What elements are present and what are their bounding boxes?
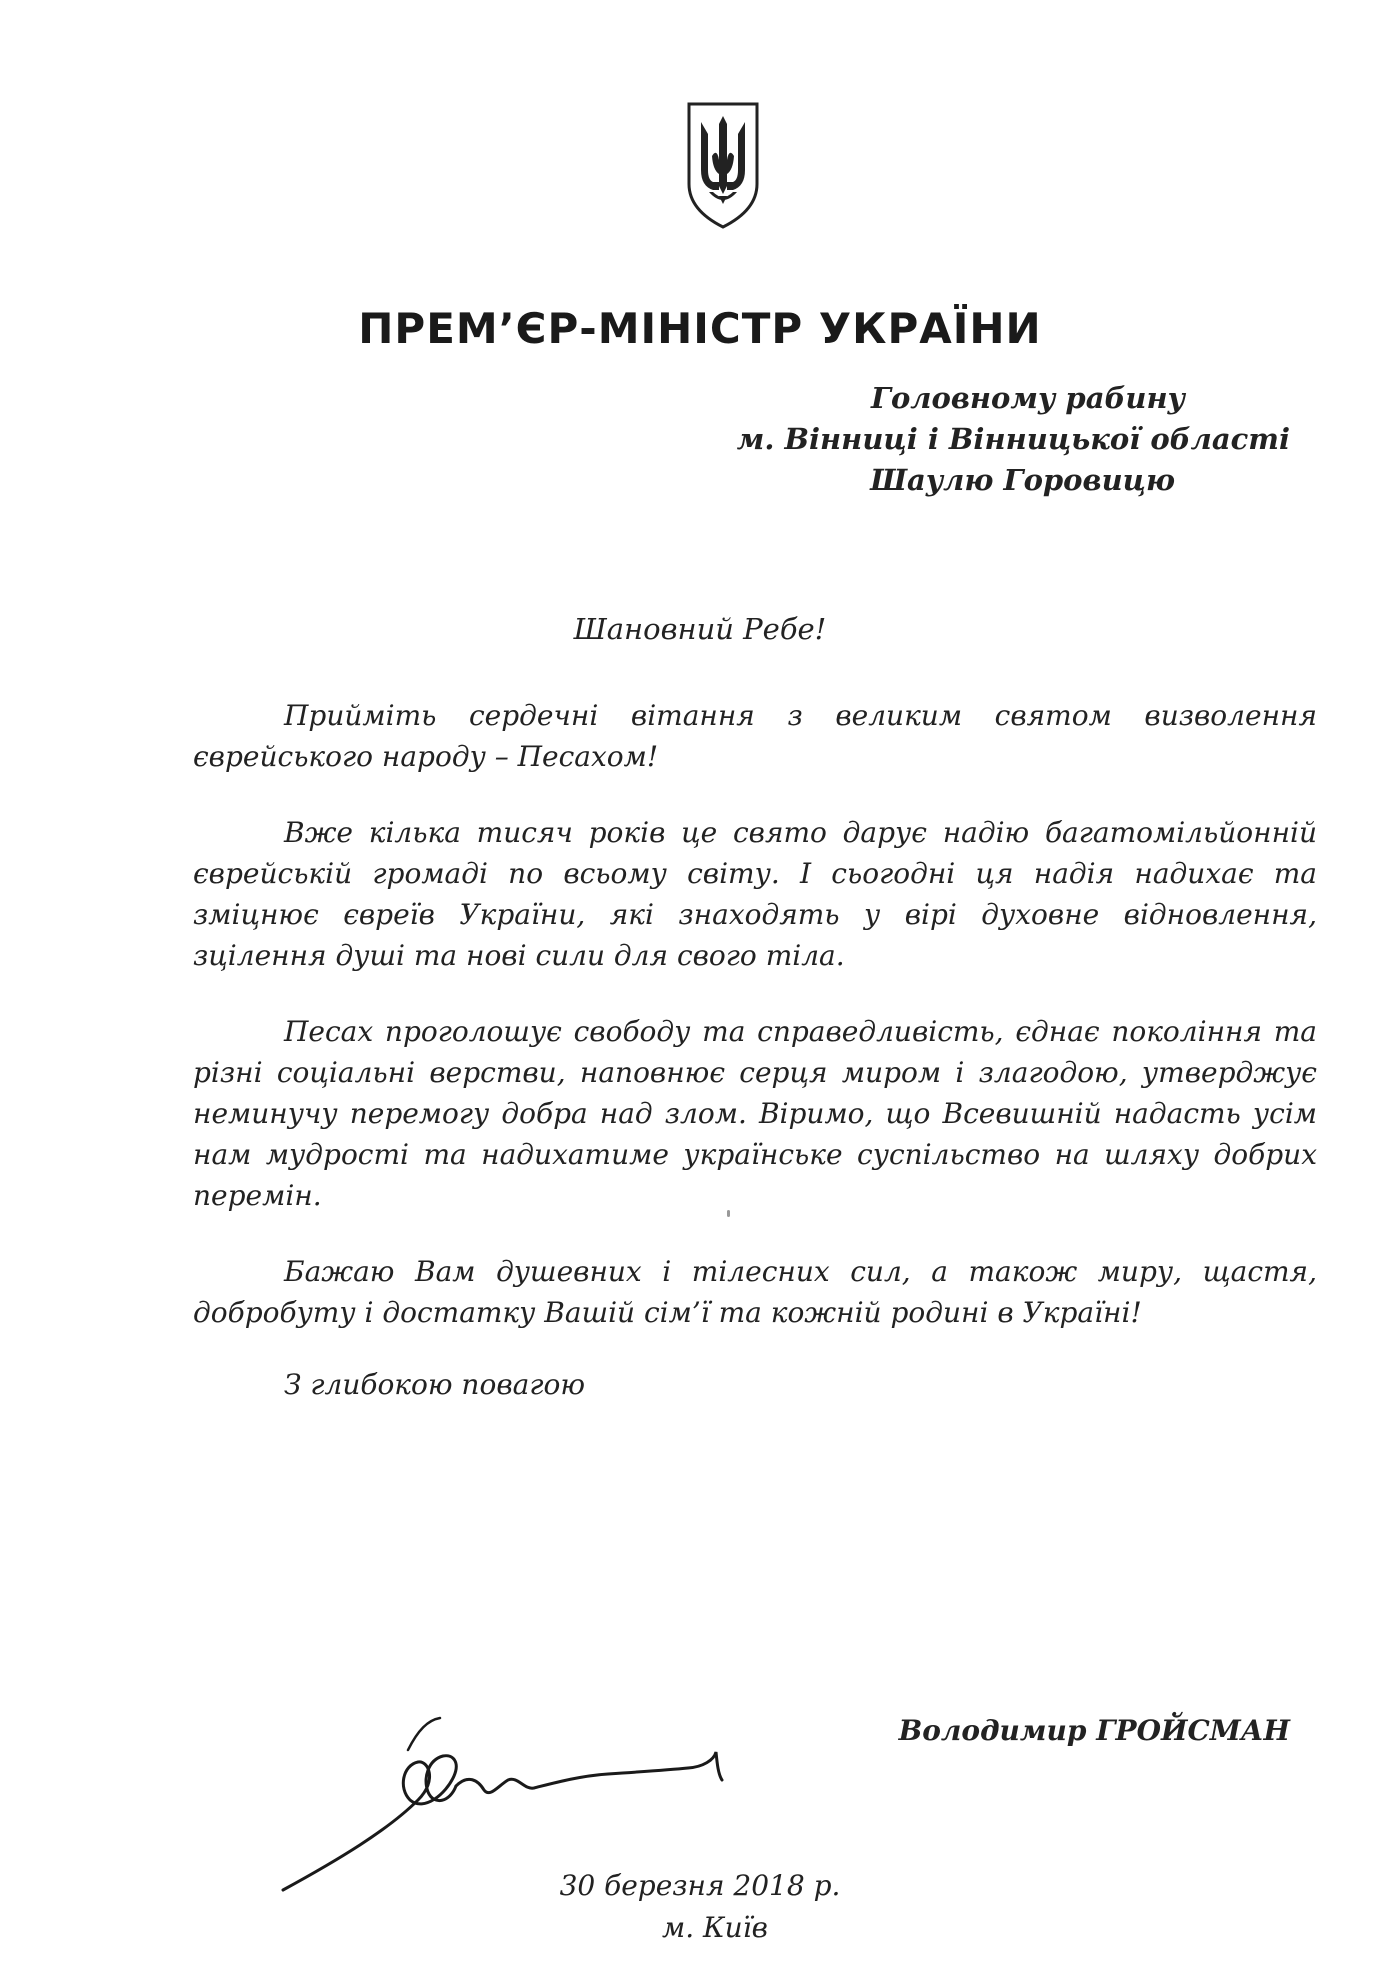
- salutation: Шановний Ребе!: [573, 612, 827, 646]
- body-paragraph: Вже кілька тисяч років це свято дарує надію багатомільйонній єврейській громаді по всьому світу. І сьогодні ця надія надихає та зміцнює євреїв України, які знаходять у вірі духовне відновлення, зцілення душі та нові сили для свого тіла.: [193, 816, 1317, 972]
- letter-date: 30 березня 2018 р.: [559, 1869, 841, 1902]
- paper-speck: [727, 1210, 730, 1217]
- body-paragraph: Бажаю Вам душевних і тілесних сил, а також миру, щастя, добробуту і достатку Вашій сім’ї та кожній родині в Україні!: [193, 1255, 1317, 1329]
- body-paragraph: Песах проголошує свободу та справедливість, єднає покоління та різні соціальні верстви, наповнює серця миром і злагодою, утверджує неминучу перемогу добра над злом. Віримо, що Всевишній надасть усім нам мудрості та надихатиме українське суспільство на шляху добрих перемін.: [193, 1015, 1317, 1212]
- ukraine-trident-emblem-icon: [683, 100, 763, 230]
- signer-name: Володимир ГРОЙСМАН: [898, 1714, 1290, 1747]
- addressee-line: Головному рабину: [870, 381, 1185, 415]
- letterhead-title: ПРЕМ’ЄР-МІНІСТР УКРАЇНИ: [358, 304, 1042, 353]
- date-place-block: [0, 1865, 1400, 1949]
- body-paragraph: Прийміть сердечні вітання з великим святом визволення єврейського народу – Песахом!: [193, 699, 1317, 773]
- letter-body: [193, 695, 1317, 1368]
- addressee-block: [737, 378, 1290, 501]
- addressee-line: м. Вінниці і Вінницької області: [736, 422, 1290, 456]
- addressee-line: Шаулю Горовицю: [870, 463, 1175, 497]
- letter-city: м. Київ: [662, 1911, 768, 1944]
- closing-phrase: З глибокою повагою: [284, 1368, 585, 1401]
